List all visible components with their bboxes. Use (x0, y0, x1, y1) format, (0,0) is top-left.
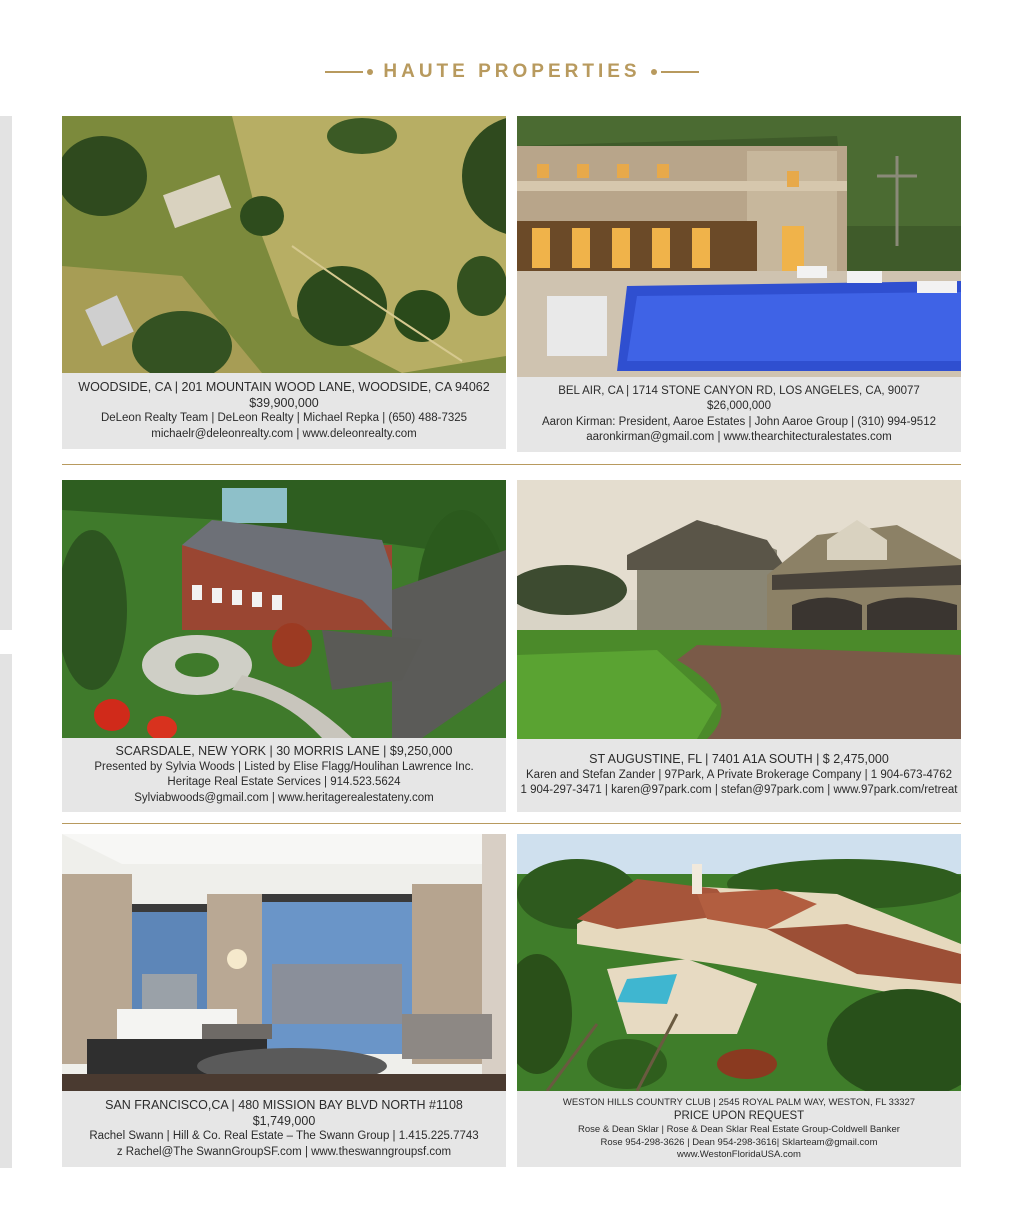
listing-price: PRICE UPON REQUEST (673, 1110, 805, 1122)
listing-card-scarsdale (62, 480, 506, 812)
page-edge-bar (0, 116, 12, 630)
listing-brokerage: Heritage Real Estate Services | 914.523.5624 (167, 776, 401, 788)
listing-agent: DeLeon Realty Team | DeLeon Realty | Michael Repka | (650) 488-7325 (100, 412, 468, 424)
listing-agent: Rachel Swann | Hill & Co. Real Estate – The Swann Group | 1.415.225.7743 (89, 1130, 479, 1142)
page-edge-bar (0, 654, 12, 1168)
listing-location: ST AUGUSTINE, FL | 7401 A1A SOUTH | $ 2,475,000 (589, 752, 889, 767)
listing-card-san-francisco (62, 834, 506, 1167)
header-rule-right (661, 71, 699, 73)
listing-price: $39,900,000 (249, 395, 319, 410)
property-photo-woodside-aerial (62, 116, 506, 373)
property-photo-weston-hills-villa (517, 834, 961, 1091)
section-title: HAUTE PROPERTIES (383, 61, 641, 82)
listing-price: $26,000,000 (707, 400, 771, 412)
listing-contact: z Rachel@The SwannGroupSF.com | www.theswanngroupsf.com (116, 1145, 452, 1158)
listing-card-bel-air (517, 116, 961, 452)
section-divider (62, 464, 961, 465)
listing-location: WESTON HILLS COUNTRY CLUB | 2545 ROYAL PALM WAY, WESTON, FL 33327 (562, 1096, 916, 1108)
listing-price: $1,749,000 (252, 1113, 316, 1128)
listing-card-woodside (62, 116, 506, 449)
listing-caption (62, 373, 506, 449)
property-photo-scarsdale-estate (62, 480, 506, 738)
listing-agent: Aaron Kirman: President, Aaroe Estates | John Aaroe Group | (310) 994-9512 (541, 415, 936, 428)
listing-contact: Sylviabwoods@gmail.com | www.heritagerealestateny.com (134, 791, 434, 804)
listing-contact: aaronkirman@gmail.com | www.thearchitecturalestates.com (586, 431, 892, 443)
listing-contact: michaelr@deleonrealty.com | www.deleonrealty.com (151, 427, 417, 440)
listing-caption (62, 738, 506, 812)
listing-card-weston-hills (517, 834, 961, 1167)
header-ornament-dot (651, 69, 657, 75)
listing-card-st-augustine (517, 480, 961, 812)
listing-location: SCARSDALE, NEW YORK | 30 MORRIS LANE | $9,250,000 (115, 744, 453, 758)
header-ornament-dot (367, 69, 373, 75)
listing-website: www.WestonFloridaUSA.com (677, 1149, 801, 1160)
header-rule-left (325, 71, 363, 73)
property-photo-bel-air-mansion (517, 116, 961, 377)
listing-agent: Presented by Sylvia Woods | Listed by Elise Flagg/Houlihan Lawrence Inc. (94, 760, 474, 773)
listing-location: BEL AIR, CA | 1714 STONE CANYON RD, LOS ANGELES, CA, 90077 (558, 384, 920, 397)
listing-contact: Rose 954-298-3626 | Dean 954-298-3616| Sklarteam@gmail.com (600, 1136, 878, 1148)
listing-location: SAN FRANCISCO,CA | 480 MISSION BAY BLVD NORTH #1108 (105, 1098, 463, 1112)
property-photo-st-augustine-house (517, 480, 961, 739)
property-photo-san-francisco-living-room (62, 834, 506, 1091)
listing-agent: Karen and Stefan Zander | 97Park, A Private Brokerage Company | 1 904-673-4762 (526, 768, 952, 781)
listing-location: WOODSIDE, CA | 201 MOUNTAIN WOOD LANE, WOODSIDE, CA 94062 (78, 380, 490, 394)
listing-caption (517, 739, 961, 812)
listing-caption (62, 1091, 506, 1167)
section-header (0, 58, 1024, 86)
listing-agent: Rose & Dean Sklar | Rose & Dean Sklar Real Estate Group-Coldwell Banker (578, 1124, 900, 1135)
section-divider (62, 823, 961, 824)
listing-caption (517, 1091, 961, 1167)
listing-contact: 1 904-297-3471 | karen@97park.com | stefan@97park.com | www.97park.com/retreat (520, 784, 958, 797)
listing-caption (517, 377, 961, 452)
